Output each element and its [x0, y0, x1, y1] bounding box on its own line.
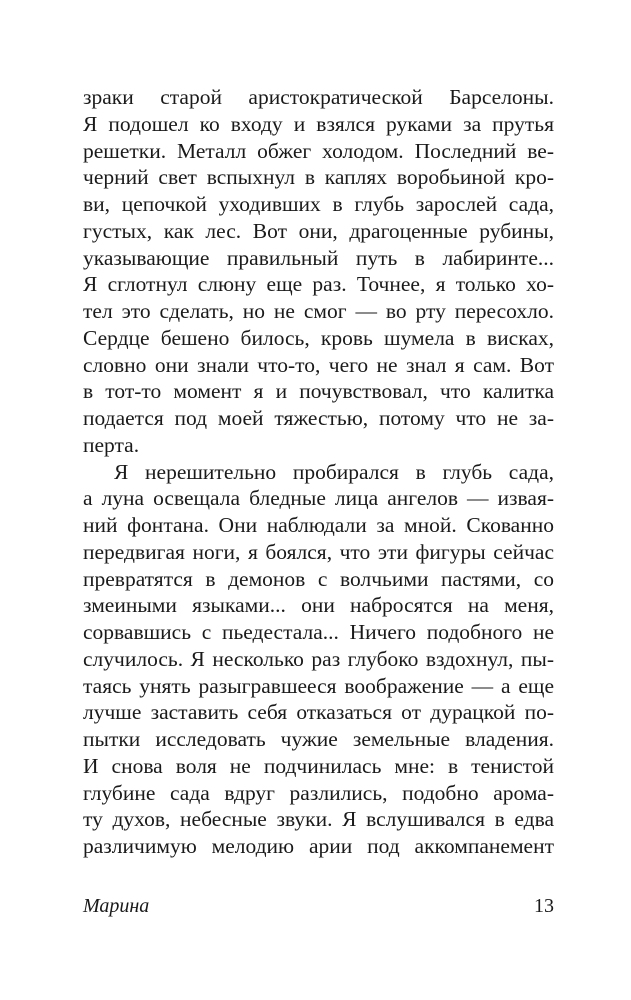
text-line: различимую мелодию арии под аккомпанемент — [83, 834, 554, 858]
text-line: перта. — [83, 432, 140, 457]
text-line: густых, как лес. Вот они, драгоценные рубины, — [83, 218, 554, 243]
text-line: лучше заставить себя отказаться от дурацкой по- — [83, 700, 554, 725]
text-line: ний фонтана. Они наблюдали за мной. Скованно — [83, 513, 554, 537]
text-line: ви, цепочкой уходивших в глубь зарослей сада, — [83, 192, 554, 216]
text-line: решетки. Металл обжег холодом. Последний ве- — [83, 138, 554, 163]
text-line: словно они знали что-то, чего не знал я сам. Вот — [83, 352, 554, 377]
text-line: передвигая ноги, я боялся, что эти фигуры сейчас — [83, 539, 554, 564]
text-line: зраки старой аристократической Барселоны. — [83, 85, 554, 109]
running-title: Марина — [83, 895, 150, 917]
text-line: Сердце бешено билось, кровь шумела в висках, — [83, 325, 554, 350]
page-number: 13 — [534, 895, 554, 917]
text-line: подается под моей тяжестью, потому что не за- — [83, 406, 554, 430]
text-line: тел это сделать, но не смог — во рту пересохло. — [83, 299, 554, 323]
text-line: превратятся в демонов с волчьими пастями, со — [83, 566, 554, 591]
text-line: случилось. Я несколько раз глубоко вздохнул, пы- — [83, 646, 554, 671]
paragraph-2 — [83, 459, 554, 860]
text-line: ту духов, небесные звуки. Я вслушивался в едва — [83, 807, 554, 832]
text-line: змеиными языками... они набросятся на меня, — [83, 593, 554, 618]
text-line: глубине сада вдруг разлились, подобно арома- — [83, 780, 554, 805]
page-footer — [83, 895, 554, 918]
text-line: в тот-то момент я и почувствовал, что калитка — [83, 379, 554, 404]
text-line: указывающие правильный путь в лабиринте... — [83, 245, 554, 270]
text-line: пытки исследовать чужие земельные владения. — [83, 727, 554, 751]
text-line: Я нерешительно пробирался в глубь сада, — [114, 459, 554, 484]
text-line: Я подошел ко входу и взялся руками за прутья — [83, 111, 554, 136]
text-line: а луна освещала бледные лица ангелов — извая- — [83, 486, 554, 511]
text-line: черний свет вспыхнул в каплях воробьиной кро- — [83, 165, 554, 190]
text-line: Я сглотнул слюну еще раз. Точнее, я только хо- — [83, 272, 554, 297]
text-line: таясь унять разыгравшееся воображение — а еще — [83, 673, 554, 698]
page-body — [83, 84, 554, 860]
text-line: сорвавшись с пьедестала... Ничего подобного не — [83, 620, 554, 644]
paragraph-1 — [83, 84, 554, 459]
text-line: И снова воля не подчинилась мне: в тенистой — [83, 753, 554, 778]
